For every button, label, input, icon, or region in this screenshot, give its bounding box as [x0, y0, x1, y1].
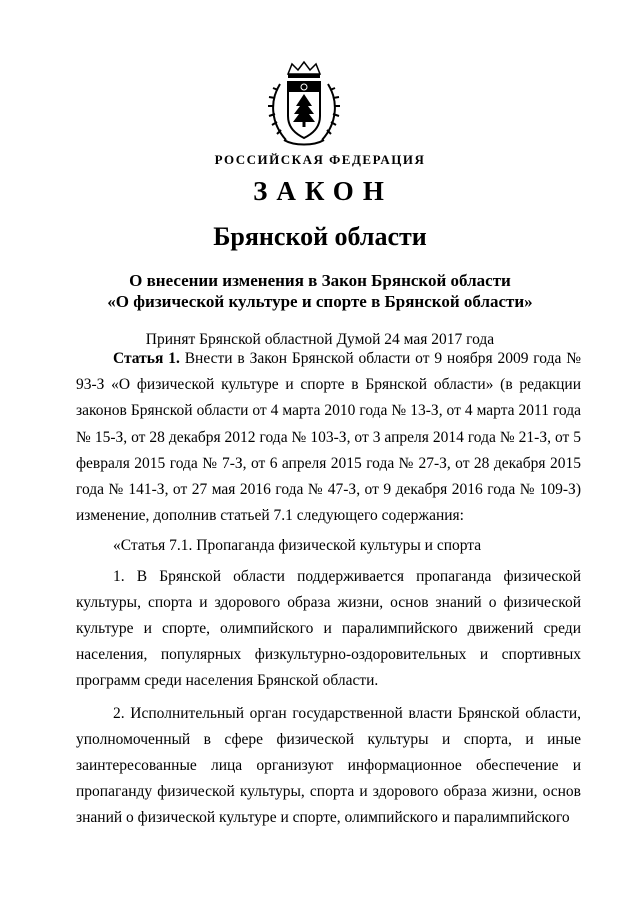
region-heading: Брянской области [213, 222, 427, 251]
law-subject-line-1: О внесении изменения в Закон Брянской области [129, 271, 511, 290]
coat-of-arms-icon [266, 60, 342, 148]
article-1-paragraph [76, 346, 581, 529]
article-1-text: Внести в Закон Брянской области от 9 ноября 2009 года № 93-З «О физической культуре и спорте в Брянской области» (в редакции законов Брянской области от 4 марта 2010 года № 13-З, от 4 марта 2011 года № 15-З, от 28 декабря 2012 года № 103-З, от 3 апреля 2014 года № 21-З, от 5 февраля 2015 года № 7-З, от 6 апреля 2015 года № 27-З, от 28 декабря 2015 года № 141-З, от 27 мая 2016 года № 47-З, от 9 декабря 2016 года № 109-З) изменение, дополнив статьей 7.1 следующего содержания: [76, 350, 581, 525]
law-subject [0, 270, 640, 312]
coat-of-arms-emblem [266, 60, 342, 148]
country-heading: РОССИЙСКАЯ ФЕДЕРАЦИЯ [214, 152, 426, 167]
law-title: ЗАКОН [253, 176, 393, 206]
adoption-line: Принят Брянской областной Думой 24 мая 2017 года [145, 331, 495, 348]
article-1-label: Статья 1. [113, 350, 180, 367]
law-subject-line-2: «О физической культуре и спорте в Брянской области» [107, 292, 533, 311]
article-7-1-heading: «Статья 7.1. Пропаганда физической культуры и спорта [113, 537, 482, 555]
article-7-1-paragraph-2: 2. Исполнительный орган государственной власти Брянской области, уполномоченный в сфере физической культуры и спорта, и иные заинтересованные лица организуют информационное обеспечение и пропаганду физической культуры, спорта и здорового образа жизни, основ знаний о физической культуре и спорте, олимпийского и паралимпийского [76, 704, 581, 827]
article-7-1-paragraph-1: 1. В Брянской области поддерживается пропаганда физической культуры, спорта и здорового образа жизни, основ знаний о физической культуре и спорте, олимпийского и паралимпийского движений среди населения, популярных физкультурно-оздоровительных и спортивных программ среди населения Брянской области. [76, 567, 581, 690]
law-body [76, 346, 581, 832]
